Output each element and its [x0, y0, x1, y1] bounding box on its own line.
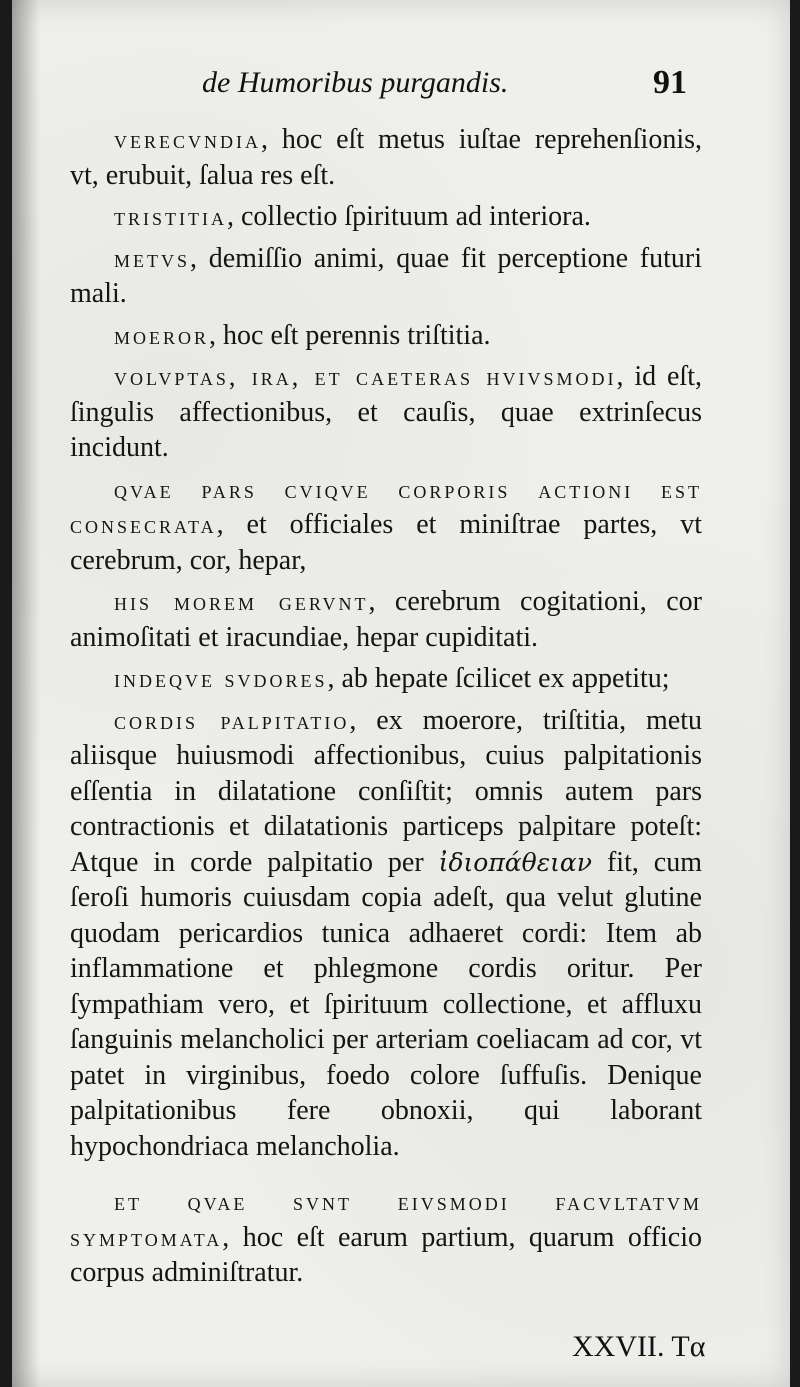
paragraph-quae-pars: [70, 472, 702, 579]
lemma: et qvae svnt eivsmodi facvltatvm symptomata: [70, 1187, 702, 1252]
gloss: , id eſt, ſingulis affectionibus, et cauſis, quae extrinſecus incidunt.: [70, 361, 702, 463]
gloss: , demiſſio animi, quae fit perceptione futuri mali.: [70, 242, 702, 309]
body-text: [70, 122, 702, 1297]
lemma: his morem gervnt: [114, 587, 369, 616]
paragraph-tristitia: [70, 199, 702, 235]
gloss: , collectio ſpirituum ad interiora.: [226, 201, 591, 232]
lemma: verecvndia: [114, 125, 261, 154]
gloss-continued: fit, cum ſeroſi humoris cuiusdam copia adeſt, qua velut glutine quodam pericardios tunica adhaeret cordi: Item ab inflammatione et phlegmone cordis oritur. Per ſympathiam vero, et ſpirituum collectione, et affluxu ſanguinis melancholici per arteriam coeliacam ad cor, vt patet in virginibus, foedo colore ſuffuſis. Denique palpitationibus fere obnoxii, qui laborant hypochondriaca melancholia.: [70, 846, 703, 1162]
gloss: , hoc eſt metus iuſtae reprehenſionis, vt, erubuit, ſalua res eſt.: [70, 124, 702, 191]
book-page: [12, 0, 790, 1387]
lemma: qvae pars cviqve corporis actioni est consecrata: [70, 474, 702, 539]
page-number: 91: [653, 64, 687, 101]
spine-shadow: [12, 0, 40, 1387]
lemma: indeqve svdores: [114, 664, 328, 693]
catchword: XXVII. Tα: [572, 1330, 706, 1363]
lemma: moeror: [114, 320, 210, 350]
running-head: de Humoribus purgandis.: [202, 66, 509, 99]
paragraph-et-quae-sunt: [70, 1184, 702, 1291]
paragraph-cordis-palpitatio: [70, 703, 702, 1165]
lemma: metvs: [114, 243, 191, 273]
paragraph-indeque: [70, 661, 702, 697]
gloss: , hoc eſt perennis triſtitia.: [209, 319, 491, 351]
gloss: , et officiales et miniſtrae partes, vt cerebrum, cor, hepar,: [70, 509, 702, 576]
paragraph-verecundia: [70, 122, 702, 193]
gloss: , cerebrum cogitationi, cor animoſitati et iracundiae, hepar cupiditati.: [70, 586, 702, 653]
gloss: , ex moerore, triſtitia, metu aliisque huiusmodi affectionibus, cuius palpitationis eſſentia in dilatatione conſiſtit; omnis autem pars contractionis et dilatationis particeps palpitare poteſt: Atque in corde palpitatio per: [70, 704, 703, 878]
lemma: cordis palpitatio: [114, 705, 350, 735]
greek-term: ἰδιοπάθειαν: [438, 847, 593, 877]
paragraph-his-morem: [70, 584, 702, 655]
lemma: volvptas, ira, et caeteras hvivsmodi: [114, 362, 617, 391]
gloss: , hoc eſt earum partium, quarum officio corpus adminiſtratur.: [70, 1221, 702, 1288]
paragraph-metus: [70, 241, 702, 312]
paragraph-voluptas: [70, 359, 702, 466]
gloss: , ab hepate ſcilicet ex appetitu;: [327, 663, 670, 694]
page-header: [12, 66, 790, 106]
lemma: tristitia: [114, 202, 227, 231]
paragraph-moeror: [70, 318, 702, 354]
